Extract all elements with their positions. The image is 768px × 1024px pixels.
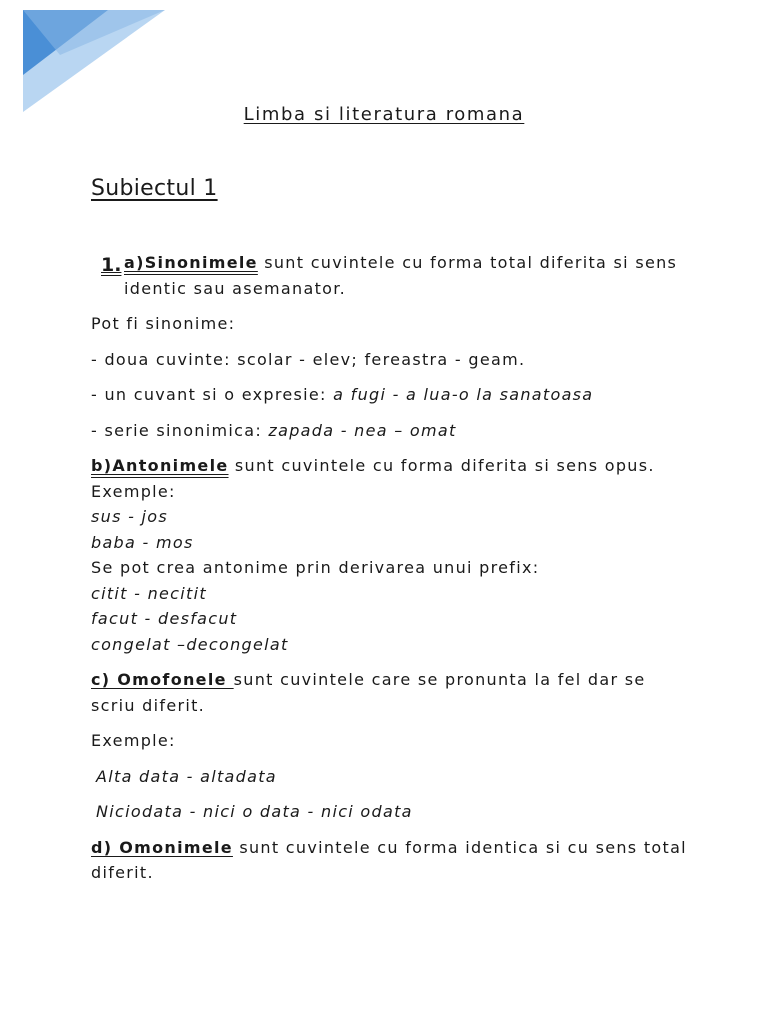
document-body [91,250,691,896]
term-antonyms: b)Antonimele [91,456,229,475]
term-homophones: c) Omofonele [91,670,234,689]
antonyms-prefix-note: Se pot crea antonime prin derivarea unui prefix: [91,558,540,577]
synonyms-line-2: - un cuvant si o expresie: a fugi - a lua-o la sanatoasa [91,385,594,404]
homophone-example: Niciodata - nici o data - nici odata [96,802,413,821]
document-title: Limba si literatura romana [243,104,525,125]
synonyms-line-3: - serie sinonimica: zapada - nea – omat [91,420,457,440]
antonym-example: sus - jos [91,507,169,526]
homophone-example: Alta data - altadata [96,766,277,786]
definition-synonyms: sunt cuvintele cu forma total diferita si sens identic sau asemanator. [124,253,678,298]
section-synonyms [91,250,691,301]
antonyms-definition: b)Antonimele sunt cuvintele cu forma diferita si sens opus. [91,456,655,475]
synonyms-line-1: - doua cuvinte: scolar - elev; fereastra - geam. [91,349,526,369]
section-homonyms: d) Omonimele sunt cuvintele cu forma identica si cu sens total diferit. [91,837,687,882]
antonyms-example-label: Exemple: [91,481,176,501]
antonym-example: facut - desfacut [91,609,238,628]
list-number: 1. [101,254,122,276]
section-homophones: c) Omofonele sunt cuvintele care se pronunta la fel dar se scriu diferit. [91,670,646,715]
subject-heading: Subiectul 1 [91,176,218,201]
antonym-example: citit - necitit [91,583,207,603]
term-homonyms: d) Omonimele [91,837,233,857]
antonym-example: baba - mos [91,532,194,552]
synonyms-intro: Pot fi sinonime: [91,314,236,333]
homophones-example-label: Exemple: [91,731,176,750]
antonym-example: congelat –decongelat [91,634,289,654]
section-antonyms [91,453,691,657]
term-synonyms: a)Sinonimele [124,253,258,272]
